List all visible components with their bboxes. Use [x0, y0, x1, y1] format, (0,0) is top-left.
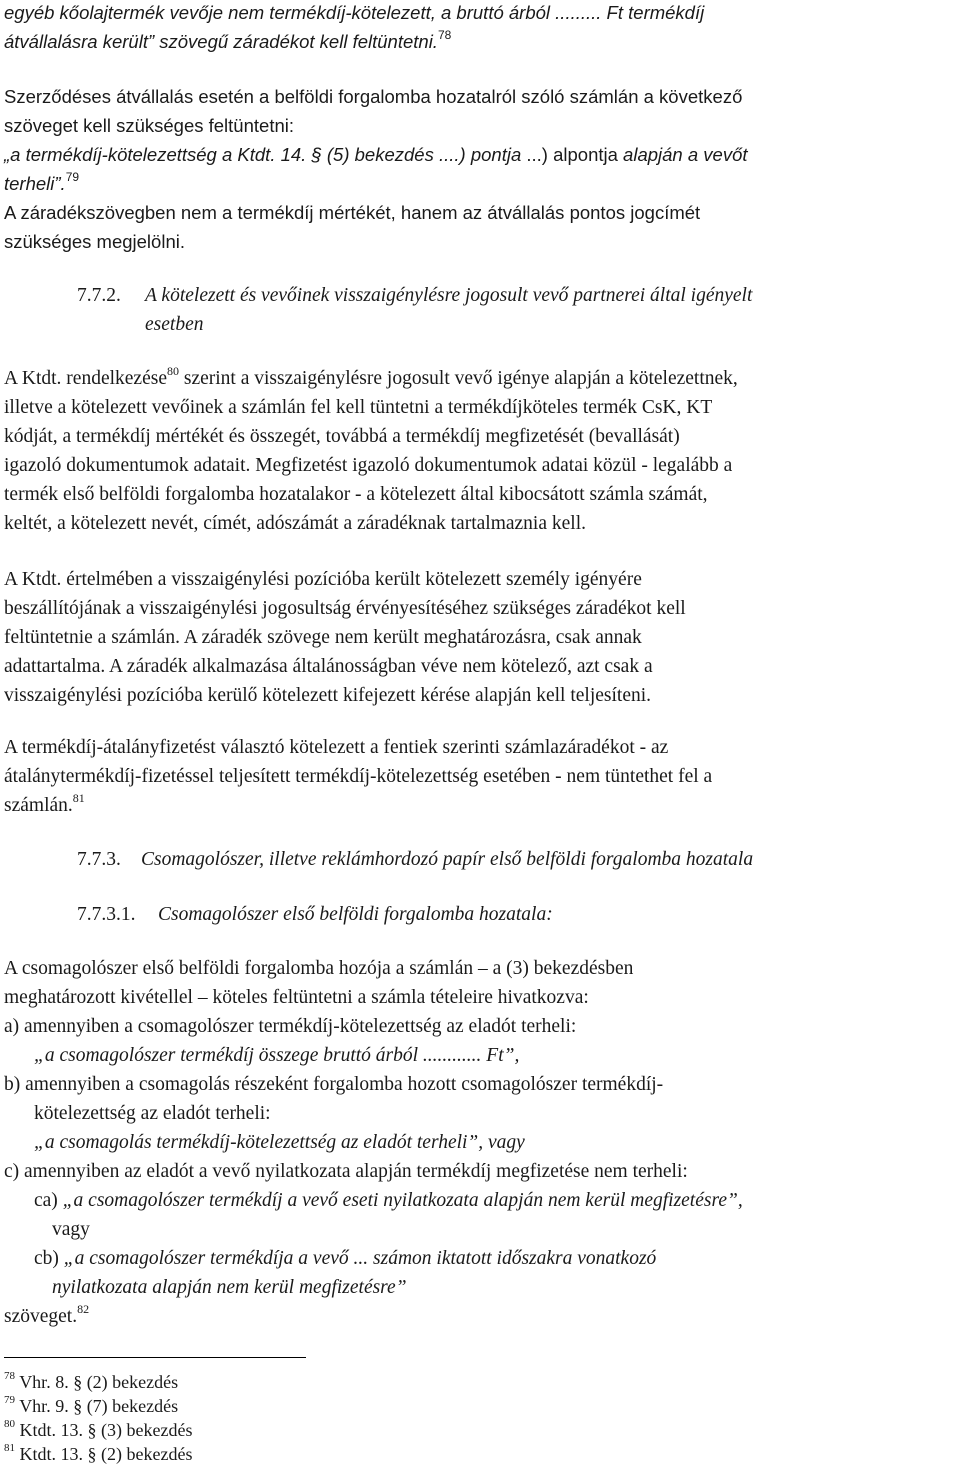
- text-line: Szerződéses átvállalás esetén a belföldi forgalomba hozatalról szóló számlán a következő: [4, 86, 743, 107]
- paragraph-reclaim: [4, 364, 956, 538]
- quote-text: alapján a vevőt: [623, 144, 748, 165]
- paragraph-packaging: [4, 954, 956, 1331]
- footnote-number: 78: [4, 1370, 15, 1382]
- list-item-cb: [4, 1244, 956, 1302]
- list-item-b: [4, 1070, 956, 1128]
- footnote-text: Vhr. 9. § (7) bekezdés: [19, 1396, 179, 1416]
- footnote-text: Ktdt. 13. § (2) bekezdés: [19, 1444, 193, 1464]
- list-item-b-quote: [4, 1128, 956, 1157]
- footnote: [4, 1396, 178, 1416]
- heading-line: esetben: [145, 314, 204, 335]
- text-line: termék első belföldi forgalomba hozatalakor - a kötelezett által kibocsátott számla számát,: [4, 484, 708, 505]
- list-item-a-quote: [4, 1041, 956, 1070]
- footnote-ref: 78: [437, 27, 452, 42]
- heading-number: 7.7.2.: [77, 285, 121, 306]
- text-fragment: A csomagolószer első belföldi forgalomba hozója a számlán – a (3) bekezdésben: [4, 958, 634, 979]
- text-line: A záradékszövegben nem a termékdíj mértékét, hanem az átvállalás pontos jogcímét: [4, 202, 701, 223]
- quote-text: „a csomagolószer termékdíj összege bruttó árból ............ Ft”,: [34, 1045, 520, 1066]
- list-label: ca): [34, 1190, 63, 1211]
- text-line: illetve a kötelezett vevőinek a számlán fel kell tüntetni a termékdíjköteles termék CsK, KT: [4, 397, 713, 418]
- text-fragment: b) amennyiben a csomagolás részeként forgalomba hozott csomagolószer termékdíj-: [4, 1074, 664, 1095]
- text-line: [4, 983, 956, 1012]
- text-line: feltüntetnie a számlán. A záradék szövege nem került meghatározásra, csak annak: [4, 627, 642, 648]
- text-line: kódját, a termékdíj mértékét és összegét, továbbá a termékdíj megfizetését (bevallását): [4, 426, 680, 447]
- footnote-separator: [4, 1357, 306, 1358]
- text-line: [4, 1302, 956, 1331]
- text-line: átvállalásra került” szövegű záradékot kell feltüntetni.: [4, 31, 438, 52]
- text-fragment: ...) alpontja: [521, 144, 624, 165]
- quote-text: „a csomagolás termékdíj-kötelezettség az eladót terheli”, vagy: [34, 1132, 525, 1153]
- heading-7-7-3-1: Csomagolószer első belföldi forgalomba hozatala:: [158, 904, 553, 925]
- footnote: [4, 1420, 192, 1440]
- text-line: átalánytermékdíj-fizetéssel teljesített termékdíj-kötelezettség esetében - nem tüntethet fel a: [4, 766, 713, 787]
- heading-line: A kötelezett és vevőinek visszaigénylésre jogosult vevő partnerei által igényelt: [145, 285, 753, 306]
- text-line: egyéb kőolajtermék vevője nem termékdíj-kötelezett, a bruttó árból ......... Ft termékdíj: [4, 2, 705, 23]
- text-line: A termékdíj-átalányfizetést választó kötelezett a fentiek szerinti számlazáradékot - az: [4, 737, 669, 758]
- text-fragment: A Ktdt. rendelkezése: [4, 368, 167, 389]
- quote-text: „a csomagolószer termékdíj a vevő eseti nyilatkozata alapján nem kerül megfizetésre”,: [62, 1190, 743, 1211]
- footnote-number: 80: [4, 1418, 15, 1430]
- paragraph-continuation: [4, 0, 956, 56]
- paragraph-ktdt: [4, 565, 956, 710]
- quote-text: terheli”.: [4, 173, 66, 194]
- text-line: [4, 954, 956, 983]
- footnote: [4, 1444, 192, 1464]
- text-line: adattartalma. A záradék alkalmazása általánosságban véve nem kötelező, azt csak a: [4, 656, 653, 677]
- quote-text: „a csomagolószer termékdíja a vevő ... számon iktatott időszakra vonatkozó: [63, 1248, 657, 1269]
- text-fragment: vagy: [52, 1219, 90, 1240]
- list-item-c: c) amennyiben az eladót a vevő nyilatkozata alapján termékdíj megfizetése nem terheli:: [4, 1161, 688, 1182]
- footnote-ref: 81: [72, 790, 85, 805]
- text-line: A Ktdt. értelmében a visszaigénylési pozícióba került kötelezett személy igényére: [4, 569, 642, 590]
- list-item-ca: [4, 1186, 956, 1244]
- heading-number: 7.7.3.: [77, 849, 121, 870]
- footnote-number: 81: [4, 1442, 15, 1454]
- footnote-ref: 80: [166, 363, 179, 378]
- text-fragment: meghatározott kivétellel – köteles feltüntetni a számla tételeire hivatkozva:: [4, 987, 589, 1008]
- quote-text: „a termékdíj-kötelezettség a Ktdt. 14. § (5) bekezdés ....) pontja: [4, 144, 522, 165]
- text-line: igazoló dokumentumok adatait. Megfizetést igazoló dokumentumok adatai közül - legalább a: [4, 455, 733, 476]
- heading-number: 7.7.3.1.: [77, 904, 136, 925]
- text-line: keltét, a kötelezett nevét, címét, adószámát a záradéknak tartalmaznia kell.: [4, 513, 586, 534]
- text-line: szöveget kell szükséges feltüntetni:: [4, 115, 294, 136]
- text-line: számlán.: [4, 795, 73, 816]
- footnote-number: 79: [4, 1394, 15, 1406]
- text-line: beszállítójának a visszaigénylési jogosultság érvényesítéséhez szükséges záradékot kell: [4, 598, 686, 619]
- paragraph-contract: [4, 82, 956, 256]
- footnote: [4, 1372, 178, 1392]
- paragraph-flatrate: [4, 733, 956, 820]
- text-fragment: szöveget.: [4, 1306, 78, 1327]
- text-line: visszaigénylési pozícióba kerülő kötelezett kifejezett kérése alapján kell teljesíteni.: [4, 685, 652, 706]
- footnote-ref: 79: [65, 169, 80, 184]
- text-fragment: szerint a visszaigénylésre jogosult vevő igénye alapján a kötelezettnek,: [183, 368, 738, 389]
- quote-text: nyilatkozata alapján nem kerül megfizetésre”: [52, 1277, 407, 1298]
- heading-7-7-2: [145, 281, 955, 339]
- text-line: szükséges megjelölni.: [4, 231, 185, 252]
- footnote-text: Ktdt. 13. § (3) bekezdés: [19, 1420, 193, 1440]
- footnote-ref: 82: [77, 1301, 90, 1316]
- list-item-a: a) amennyiben a csomagolószer termékdíj-kötelezettség az eladót terheli:: [4, 1016, 577, 1037]
- footnote-text: Vhr. 8. § (2) bekezdés: [19, 1372, 179, 1392]
- text-fragment: kötelezettség az eladót terheli:: [34, 1103, 271, 1124]
- list-label: cb): [34, 1248, 64, 1269]
- heading-7-7-3: Csomagolószer, illetve reklámhordozó papír első belföldi forgalomba hozatala: [141, 849, 754, 870]
